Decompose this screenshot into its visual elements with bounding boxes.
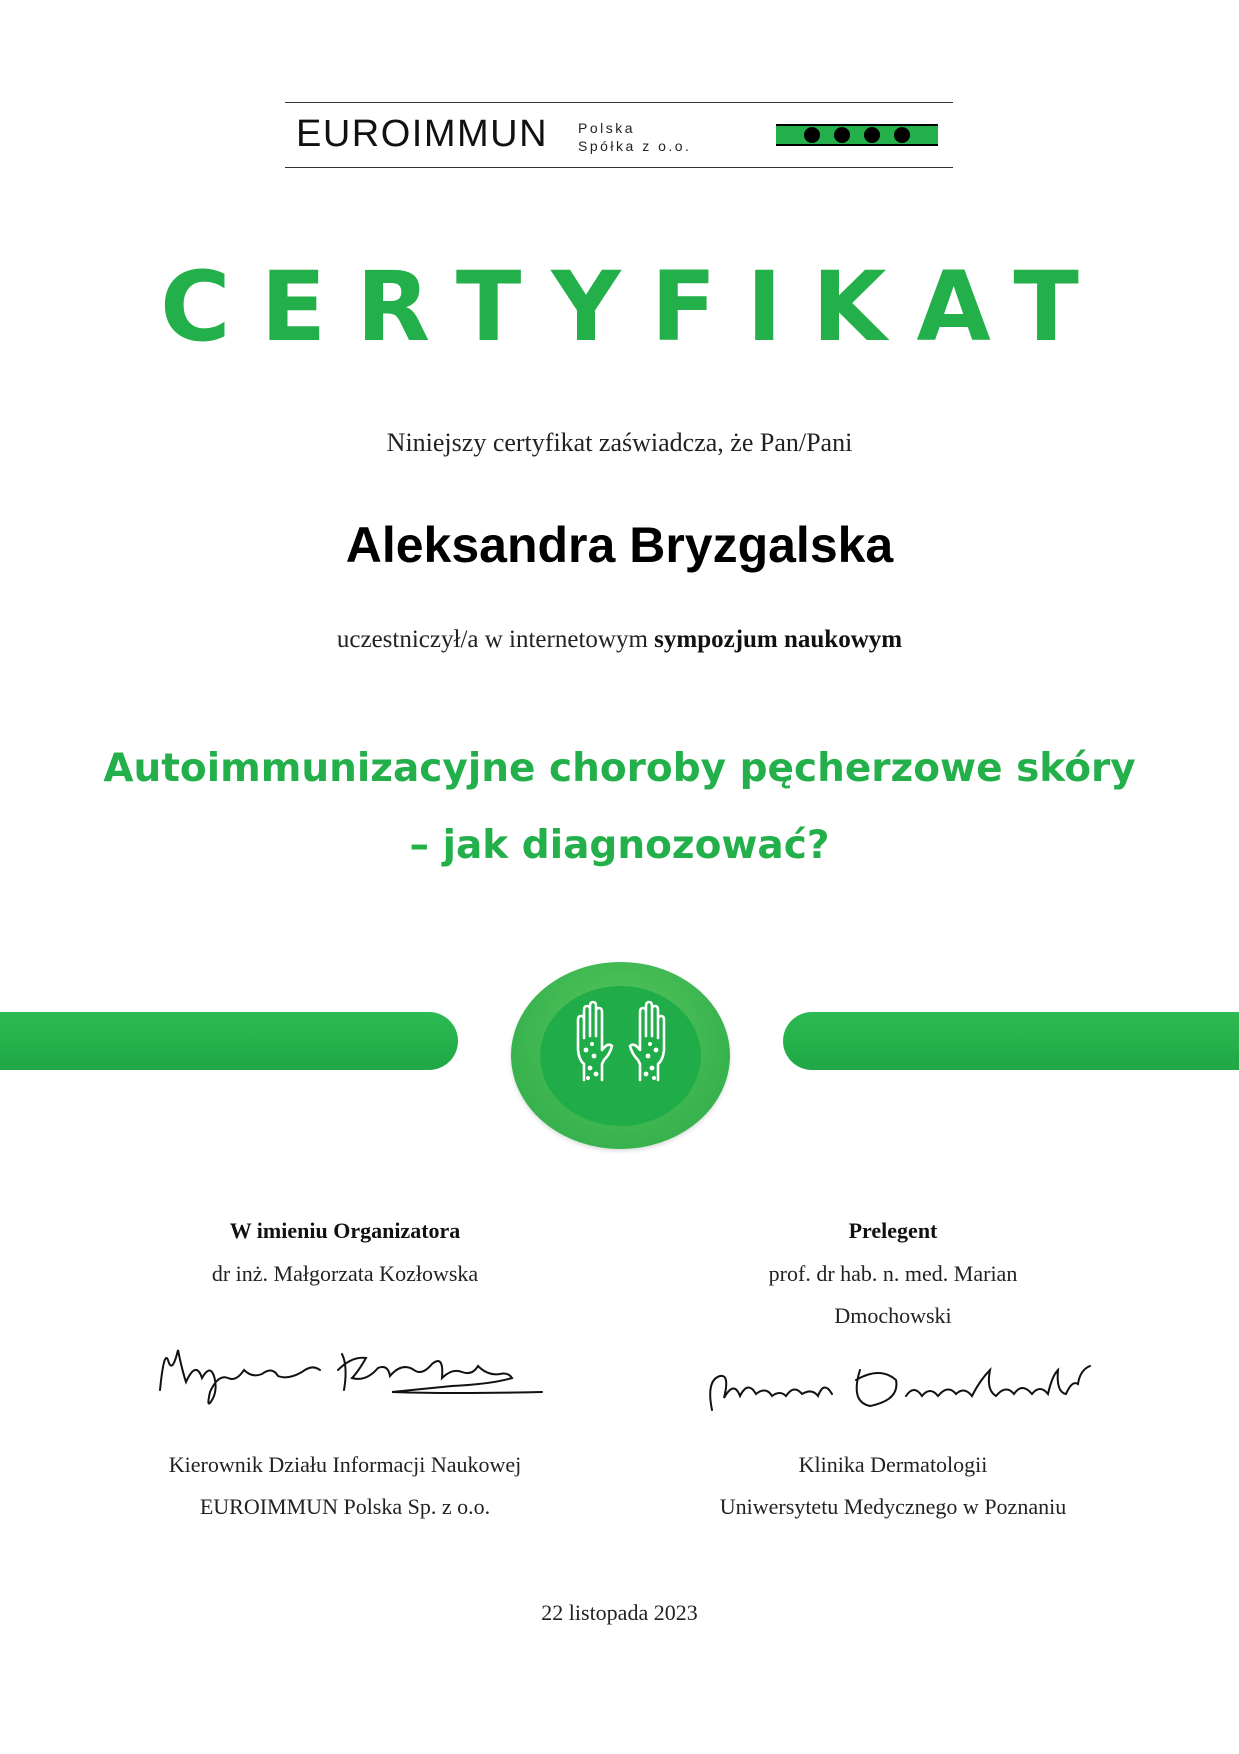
- certificate-date: 22 listopada 2023: [541, 1600, 698, 1625]
- logo-dot: [804, 127, 820, 143]
- euroimmun-logo-bar: [776, 124, 938, 146]
- participation-prefix: uczestniczył/a w internetowym: [336, 626, 655, 653]
- brand-subtitle-line1: Polska: [578, 120, 636, 136]
- speaker-role-line1: Klinika Dermatologii: [798, 1452, 988, 1477]
- logo-dot: [834, 127, 850, 143]
- speaker-signature: [700, 1340, 1100, 1440]
- green-band-right: [783, 1012, 1239, 1070]
- brand-name: EUROIMMUN: [296, 113, 549, 155]
- speaker-name-line2: Dmochowski: [834, 1303, 952, 1328]
- participation-bold: sympozjum naukowym: [654, 626, 903, 653]
- green-band-left: [0, 1012, 458, 1070]
- organizer-name: dr inż. Małgorzata Kozłowska: [211, 1261, 479, 1286]
- header-rule-bottom: [285, 167, 953, 168]
- logo-dot: [864, 127, 880, 143]
- organizer-heading: W imieniu Organizatora: [229, 1218, 461, 1243]
- participation-text: [0, 626, 1239, 654]
- speaker-role-line2: Uniwersytetu Medycznego w Poznaniu: [719, 1494, 1067, 1519]
- topic-title-line1: Autoimmunizacyjne choroby pęcherzowe skóry: [103, 746, 1136, 791]
- organizer-role-line2: EUROIMMUN Polska Sp. z o.o.: [199, 1494, 491, 1519]
- hands-icon: [566, 990, 676, 1100]
- intro-text: Niniejszy certyfikat zaświadcza, że Pan/Pani: [386, 428, 853, 457]
- speaker-heading: Prelegent: [848, 1218, 938, 1243]
- logo-dot: [894, 127, 910, 143]
- certificate-title: CERTYFIKAT: [160, 251, 1109, 363]
- header-rule-top: [285, 102, 953, 103]
- recipient-name: Aleksandra Bryzgalska: [345, 517, 894, 573]
- organizer-signature: [152, 1320, 552, 1420]
- organizer-role-line1: Kierownik Działu Informacji Naukowej: [168, 1452, 522, 1477]
- topic-title-line2: – jak diagnozować?: [409, 823, 830, 868]
- speaker-name-line1: prof. dr hab. n. med. Marian: [768, 1261, 1018, 1286]
- brand-subtitle-line2: Spółka z o.o.: [578, 138, 692, 154]
